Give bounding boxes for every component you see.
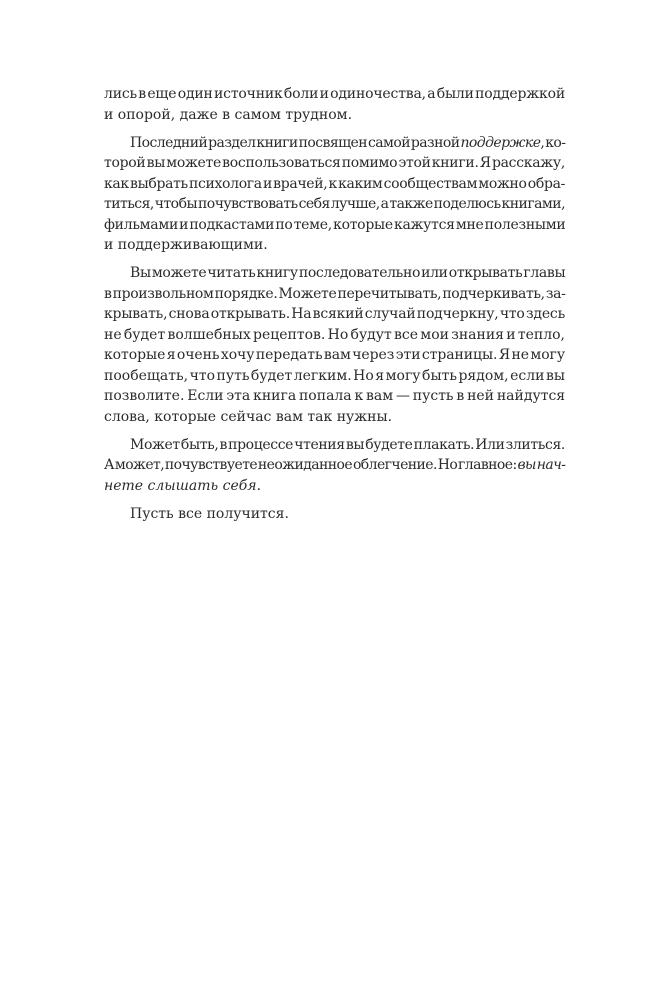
- italic-text: поддержке: [460, 134, 541, 151]
- page-text: [104, 84, 565, 532]
- text-run: Вы можете читать книгу последовательно или открывать главы: [130, 265, 566, 281]
- text-line: [104, 325, 565, 346]
- text-line: [104, 194, 565, 215]
- text-run: которые я очень хочу передать вам через эти страницы. Я не могу: [104, 347, 565, 363]
- text-run: и опорой, даже в самом трудном.: [104, 106, 353, 123]
- text-run: А может, почувствуете неожиданное облегчение. Но главное:: [104, 457, 518, 473]
- text-run: крывать, снова открывать. На всякий случай подчеркну, что здесь: [104, 306, 565, 322]
- text-run: в произвольном порядке. Можете перечитывать, подчеркивать, за-: [104, 285, 566, 302]
- text-run: торой вы можете воспользоваться помимо этой книги. Я расскажу,: [104, 155, 565, 171]
- text-line: [104, 476, 565, 497]
- paragraph: [104, 84, 565, 125]
- italic-text: нете слышать себя: [104, 477, 257, 494]
- text-run: слова, которые сейчас вам так нужны.: [104, 408, 393, 425]
- text-line: [104, 345, 565, 366]
- text-run: Последний раздел книги посвящен самой разной: [130, 134, 461, 151]
- text-line: [104, 455, 565, 476]
- text-line: [104, 386, 565, 407]
- text-line: [104, 407, 565, 428]
- italic-text: вы нач-: [517, 457, 566, 473]
- text-line: [104, 304, 565, 325]
- text-line: [104, 105, 565, 126]
- paragraph: [104, 435, 565, 497]
- text-line: [104, 215, 565, 236]
- text-run: не будет волшебных рецептов. Но будут все мои знания и тепло,: [104, 326, 565, 343]
- text-run: титься, чтобы почувствовать себя лучше, а также поделюсь книгами,: [104, 196, 565, 212]
- text-run: Пусть все получится.: [130, 505, 289, 522]
- text-line: [104, 133, 565, 154]
- text-line: [104, 504, 565, 525]
- text-line: [104, 235, 565, 256]
- text-run: позволите. Если эта книга попала к вам — пусть в ней найдутся: [104, 388, 566, 404]
- text-run: как выбрать психолога и врачей, к каким сообществам можно обра-: [104, 175, 565, 192]
- text-line: [104, 284, 565, 305]
- text-run: и поддерживающими.: [104, 237, 268, 253]
- text-run: , ко-: [540, 134, 566, 151]
- paragraph: [104, 263, 565, 427]
- text-line: [104, 84, 565, 105]
- text-line: [104, 435, 565, 456]
- text-run: пообещать, что путь будет легким. Но я могу быть рядом, если вы: [104, 367, 565, 384]
- text-run: фильмами и подкастами по теме, которые кажутся мне полезными: [104, 216, 566, 233]
- text-run: Может быть, в процессе чтения вы будете плакать. Или злиться.: [130, 436, 565, 453]
- text-run: .: [256, 477, 262, 494]
- text-line: [104, 366, 565, 387]
- text-line: [104, 153, 565, 174]
- text-line: [104, 263, 565, 284]
- paragraph: [104, 504, 565, 525]
- text-line: [104, 174, 565, 195]
- paragraph: [104, 133, 565, 256]
- text-run: лись в еще один источник боли и одиночества, а были поддержкой: [104, 86, 565, 102]
